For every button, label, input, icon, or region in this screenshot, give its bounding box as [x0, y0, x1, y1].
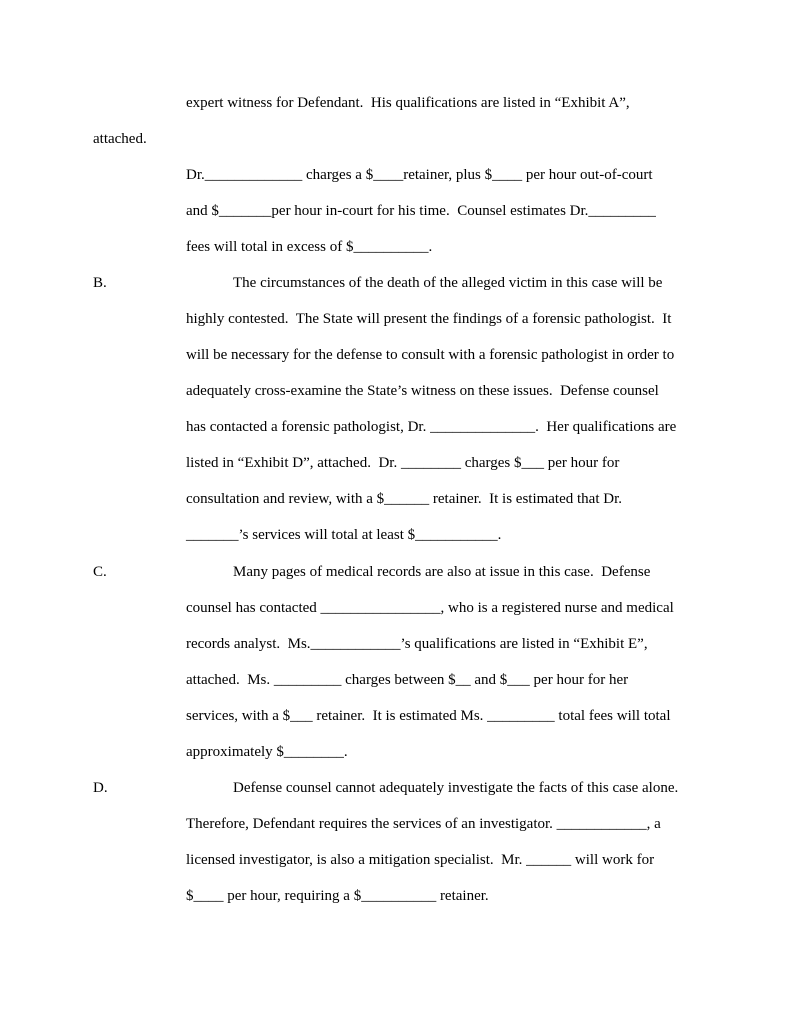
section-b-label: B.	[93, 275, 107, 291]
section-b-line: _______’s services will total at least $___________.	[186, 527, 502, 543]
section-c-line: counsel has contacted ________________, who is a registered nurse and medical	[186, 600, 674, 616]
section-c-first-line: Many pages of medical records are also at issue in this case. Defense	[233, 564, 651, 580]
intro-line-1: expert witness for Defendant. His qualifications are listed in “Exhibit A”,	[186, 95, 630, 111]
fees-line-1: Dr._____________ charges a $____retainer, plus $____ per hour out-of-court	[186, 167, 653, 183]
section-c-line: approximately $________.	[186, 744, 348, 760]
section-b-line: consultation and review, with a $______ retainer. It is estimated that Dr.	[186, 491, 623, 507]
section-d-line: Therefore, Defendant requires the services of an investigator. ____________, a	[186, 816, 661, 832]
section-c-line: records analyst. Ms.____________’s qualifications are listed in “Exhibit E”,	[186, 636, 648, 652]
section-c-label: C.	[93, 564, 107, 580]
section-d-line: licensed investigator, is also a mitigation specialist. Mr. ______ will work for	[186, 852, 655, 868]
section-b-line: has contacted a forensic pathologist, Dr. ______________. Her qualifications are	[186, 419, 677, 435]
fees-line-3: fees will total in excess of $__________.	[186, 239, 433, 255]
section-b-line: listed in “Exhibit D”, attached. Dr. ________ charges $___ per hour for	[186, 455, 620, 471]
section-b-line: adequately cross-examine the State’s witness on these issues. Defense counsel	[186, 383, 659, 399]
section-c-line: services, with a $___ retainer. It is estimated Ms. _________ total fees will total	[186, 708, 671, 724]
section-c-line: attached. Ms. _________ charges between $__ and $___ per hour for her	[186, 672, 629, 688]
fees-line-2: and $_______per hour in-court for his time. Counsel estimates Dr._________	[186, 203, 656, 219]
intro-line-2: attached.	[93, 131, 147, 147]
section-b-line: highly contested. The State will present the findings of a forensic pathologist. It	[186, 311, 672, 327]
section-d-label: D.	[93, 780, 108, 796]
section-d-line: $____ per hour, requiring a $__________ retainer.	[186, 888, 489, 904]
section-d-first-line: Defense counsel cannot adequately investigate the facts of this case alone.	[233, 780, 679, 796]
section-b-line: will be necessary for the defense to consult with a forensic pathologist in order to	[186, 347, 675, 363]
section-b-first-line: The circumstances of the death of the alleged victim in this case will be	[233, 275, 663, 291]
